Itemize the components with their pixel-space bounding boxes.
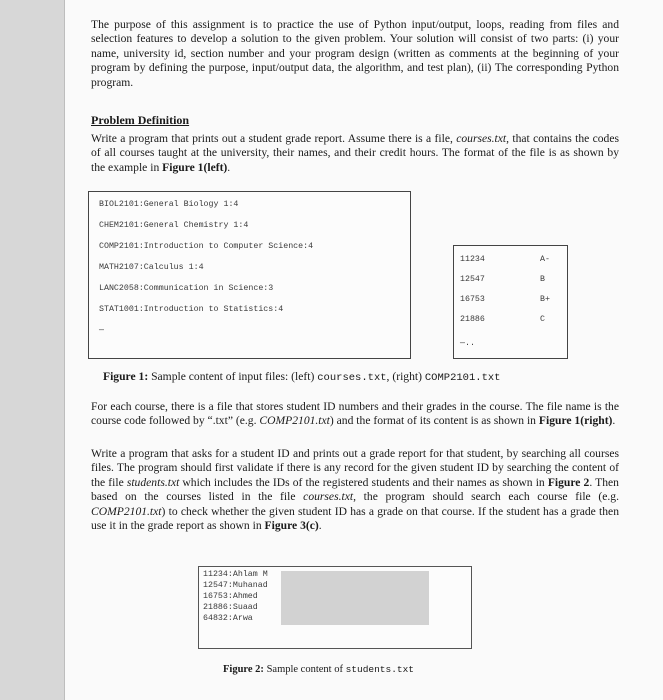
courses-line: BIOL2101:General Biology 1:4 xyxy=(99,200,239,209)
problem-definition-heading: Problem Definition xyxy=(91,113,190,127)
intro-text: The purpose of this assignment is to practice the use of Python input/output, loops, reading from files and selection features to develop a solution to the given problem. Your solution will consist of two parts: (i) your name, university id, section number and your program design (written as comments at the beginning of your program by defining the purpose, input/output data, the algorithm, and test plan), (ii) The corresponding Python program. xyxy=(91,18,619,89)
grades-file-box: 11234 A- 12547 B 16753 B+ 21886 C —.. xyxy=(453,245,568,359)
courses-file-box xyxy=(88,191,411,359)
students-line: 12547:Muhanad xyxy=(203,581,268,590)
students-line: 64832:Arwa xyxy=(203,614,253,623)
courses-line: MATH2107:Calculus 1:4 xyxy=(99,263,204,272)
figure-1-caption: Figure 1: Sample content of input files: (left) courses.txt, (right) COMP2101.txt xyxy=(103,370,501,384)
problem-intro-paragraph: Write a program that prints out a student grade report. Assume there is a file, courses.txt, that contains the codes of all courses taught at the university, their names, and their credit hours. The format of the file is as shown by the example in Figure 1(left). xyxy=(91,132,620,174)
courses-line: COMP2101:Introduction to Computer Science:4 xyxy=(99,242,314,251)
figure-2-caption: Figure 2: Sample content of students.txt xyxy=(223,664,415,675)
redacted-overlay xyxy=(281,571,429,625)
students-line: 21886:Suaad xyxy=(203,603,258,612)
courses-line: CHEM2101:General Chemistry 1:4 xyxy=(99,221,249,230)
courses-more: — xyxy=(99,326,104,335)
intro-paragraph xyxy=(91,18,619,90)
document-page xyxy=(64,0,663,700)
students-line: 16753:Ahmed xyxy=(203,592,258,601)
courses-file-name: courses.txt xyxy=(456,132,507,145)
courses-line: LANC2058:Communication in Science:3 xyxy=(99,284,274,293)
figure-1-left-ref: Figure 1(left) xyxy=(162,160,228,174)
students-line: 11234:Ahlam M xyxy=(203,570,268,579)
students-file-box xyxy=(198,566,472,649)
course-files-paragraph: For each course, there is a file that stores student ID numbers and their grades in the course. The file name is the course code followed by “.txt” (e.g. COMP2101.txt) and the format of its content is as shown in Figure 1(right). xyxy=(91,400,619,428)
courses-line: STAT1001:Introduction to Statistics:4 xyxy=(99,305,284,314)
figure-1-right-ref: Figure 1(right) xyxy=(538,414,613,428)
program-paragraph: Write a program that asks for a student ID and prints out a grade report for that student, by searching all courses files. The program should first validate if there is any record for the given student ID by searching the content of the file students.txt which includes the IDs of the registered students and their names as shown in Figure 2. Then based on the courses listed in the file courses.txt, the program should search each course file (e.g. COMP2101.txt) to check whether the given student ID has a grade on that course. If the student has a grade then use it in the grade report as shown in Figure 3(c). xyxy=(91,447,619,533)
